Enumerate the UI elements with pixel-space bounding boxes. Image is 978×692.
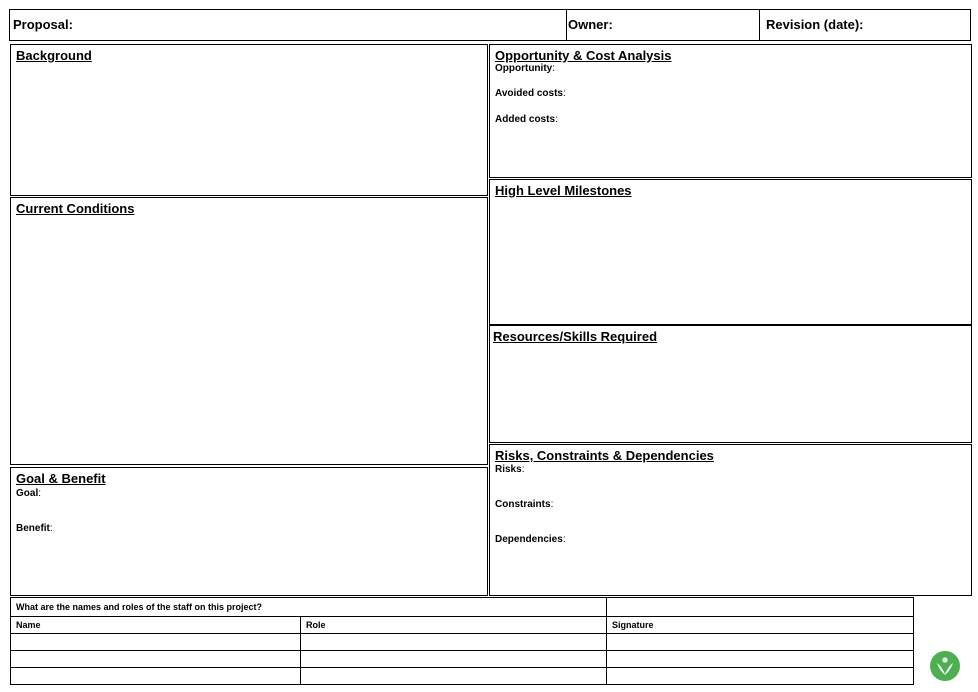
proposal-label: Proposal: — [13, 17, 73, 32]
current-conditions-section[interactable] — [10, 197, 488, 465]
name-cell[interactable] — [11, 651, 301, 668]
goal-label: Goal — [16, 488, 39, 499]
milestones-title: High Level Milestones — [495, 183, 632, 198]
risks-field: Risks: — [495, 464, 525, 475]
risks-label: Risks — [495, 464, 522, 475]
risks-section[interactable] — [489, 444, 972, 596]
name-column-header: Name — [11, 617, 301, 634]
current-conditions-title: Current Conditions — [16, 201, 135, 216]
resources-section[interactable] — [489, 325, 972, 443]
header-divider — [759, 10, 760, 40]
avoided-costs-label: Avoided costs — [495, 88, 563, 99]
benefit-label: Benefit — [16, 523, 50, 534]
header-bar — [9, 9, 971, 41]
resources-title: Resources/Skills Required — [493, 329, 658, 344]
staff-question-blank-cell[interactable] — [607, 598, 914, 617]
added-costs-label: Added costs — [495, 114, 556, 125]
goal-benefit-title: Goal & Benefit — [16, 471, 106, 486]
milestones-section[interactable] — [489, 179, 972, 325]
signature-cell[interactable] — [607, 651, 914, 668]
table-row — [11, 651, 914, 668]
constraints-field: Constraints: — [495, 499, 554, 510]
benefit-field: Benefit: — [16, 523, 53, 534]
signature-column-header: Signature — [607, 617, 914, 634]
role-column-header: Role — [301, 617, 607, 634]
signature-cell[interactable] — [607, 668, 914, 685]
avoided-costs-field: Avoided costs: — [495, 88, 566, 99]
staff-header-row — [11, 617, 914, 634]
role-cell[interactable] — [301, 651, 607, 668]
leaf-person-logo-icon — [929, 650, 961, 682]
constraints-label: Constraints — [495, 499, 551, 510]
role-cell[interactable] — [301, 634, 607, 651]
revision-label: Revision (date): — [766, 17, 864, 32]
staff-question-row — [11, 598, 914, 617]
role-cell[interactable] — [301, 668, 607, 685]
background-section[interactable] — [10, 44, 488, 196]
risks-title: Risks, Constraints & Dependencies — [495, 448, 714, 463]
goal-field: Goal: — [16, 488, 42, 499]
staff-table — [10, 597, 914, 685]
dependencies-label: Dependencies — [495, 534, 563, 545]
staff-question: What are the names and roles of the staff on this project? — [11, 598, 607, 617]
added-costs-field: Added costs: — [495, 114, 558, 125]
opportunity-label: Opportunity — [495, 63, 553, 74]
header-divider — [566, 10, 567, 40]
opportunity-section[interactable] — [489, 44, 972, 178]
signature-cell[interactable] — [607, 634, 914, 651]
name-cell[interactable] — [11, 668, 301, 685]
table-row — [11, 634, 914, 651]
name-cell[interactable] — [11, 634, 301, 651]
goal-benefit-section[interactable] — [10, 467, 488, 596]
dependencies-field: Dependencies: — [495, 534, 566, 545]
owner-label: Owner: — [568, 17, 613, 32]
background-title: Background — [16, 48, 92, 63]
table-row — [11, 668, 914, 685]
opportunity-field: Opportunity: — [495, 63, 555, 74]
opportunity-title: Opportunity & Cost Analysis — [495, 48, 672, 63]
